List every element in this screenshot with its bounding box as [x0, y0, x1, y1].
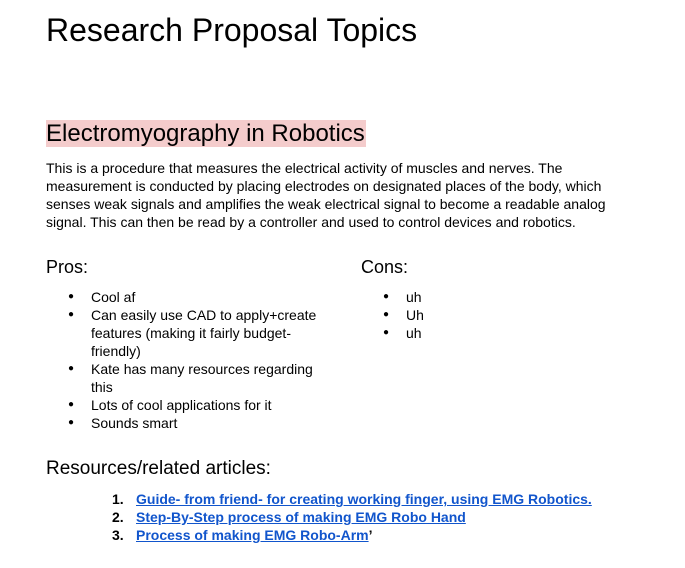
bullet-icon: ● [68, 417, 75, 428]
list-item [68, 306, 318, 360]
resource-link-finger-guide[interactable]: Guide- from friend- for creating working finger, using EMG Robotics. [136, 491, 592, 507]
list-item [112, 508, 592, 526]
section-heading [46, 118, 368, 150]
list-number: 1. [112, 491, 124, 507]
resources-heading: Resources/related articles: [46, 458, 271, 479]
cons-item-text: uh [406, 325, 422, 341]
bullet-icon: ● [68, 291, 75, 302]
list-item [112, 490, 592, 508]
pros-item-text: Lots of cool applications for it [91, 397, 272, 413]
list-item [383, 288, 533, 306]
pros-item-text: Sounds smart [91, 415, 178, 431]
list-item [68, 414, 318, 432]
list-item [68, 396, 318, 414]
bullet-icon: ● [68, 309, 75, 320]
pros-list [68, 288, 318, 432]
trailing-apostrophe: ’ [368, 527, 373, 543]
pros-heading: Pros: [46, 257, 89, 277]
pros-item-text: Kate has many resources regarding this [91, 361, 313, 395]
resource-link-robo-arm[interactable]: Process of making EMG Robo-Arm [136, 527, 369, 543]
resources-list [112, 490, 592, 544]
page-title: Research Proposal Topics [46, 12, 418, 48]
list-item [383, 324, 533, 342]
bullet-icon: ● [68, 399, 75, 410]
cons-item-text: Uh [406, 307, 424, 323]
description-paragraph: This is a procedure that measures the electrical activity of muscles and nerves. The measurement is conducted by placing electrodes on designated places of the body, which senses weak signals and amplifies the weak electrical signal to become a readable analog signal. This can then be read by a controller and used to control devices and robotics. [46, 160, 606, 230]
bullet-icon: ● [383, 291, 390, 302]
bullet-icon: ● [68, 363, 75, 374]
list-item [383, 306, 533, 324]
resource-link-robo-hand[interactable]: Step-By-Step process of making EMG Robo Hand [136, 509, 466, 525]
bullet-icon: ● [383, 327, 390, 338]
list-item [112, 526, 592, 544]
cons-item-text: uh [406, 289, 422, 305]
list-number: 2. [112, 509, 124, 525]
list-item [68, 288, 318, 306]
highlighted-heading-text: Electromyography in Robotics [46, 120, 365, 147]
list-number: 3. [112, 527, 124, 543]
pros-item-text: Can easily use CAD to apply+create features (making it fairly budget-friendly) [91, 307, 317, 359]
cons-heading: Cons: [361, 257, 409, 277]
bullet-icon: ● [383, 309, 390, 320]
pros-item-text: Cool af [91, 289, 136, 305]
list-item [68, 360, 318, 396]
cons-list [383, 288, 533, 342]
